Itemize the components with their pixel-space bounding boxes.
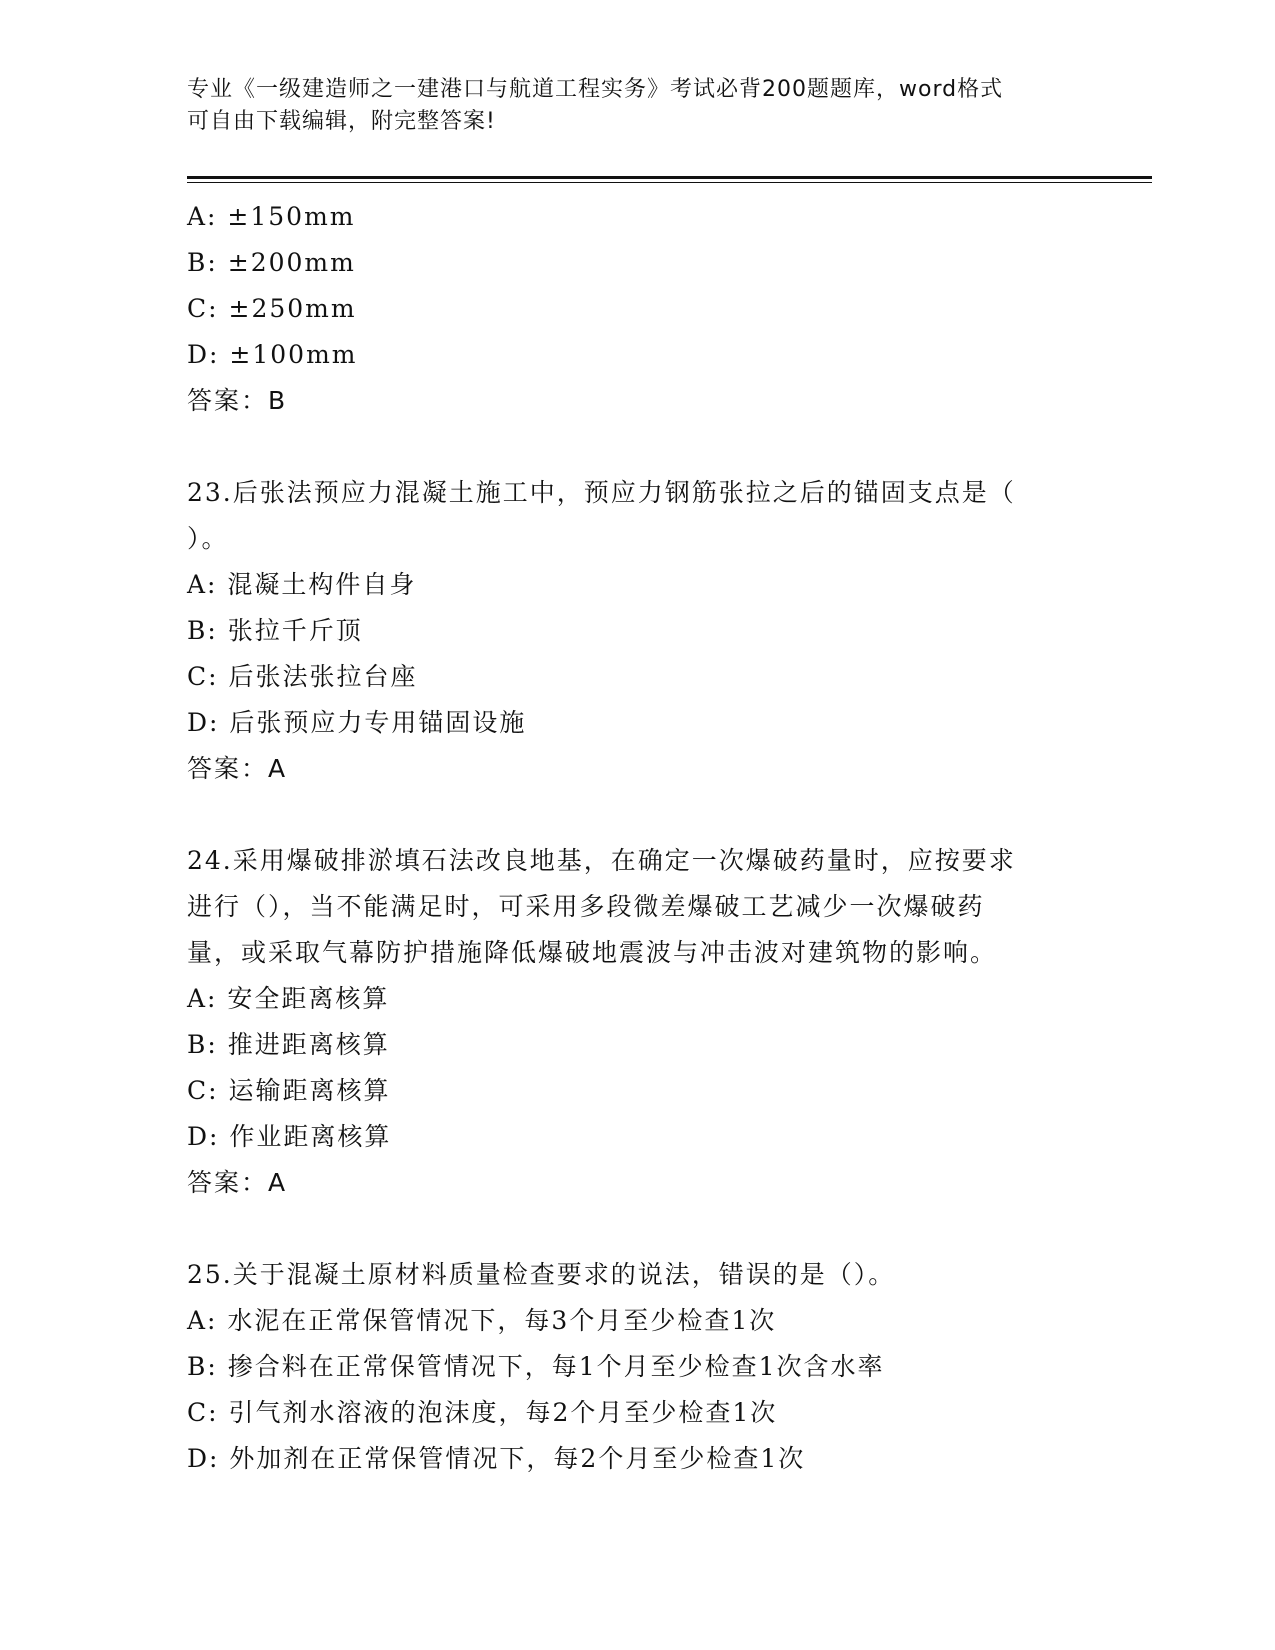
question-stem-line: 23.后张法预应力混凝土施工中，预应力钢筋张拉之后的锚固支点是（ [187, 478, 1016, 507]
answer-line: 答案：B [187, 386, 288, 415]
question-spacer [187, 424, 1087, 470]
option-b: B: ±200mm [187, 248, 356, 277]
question-stem-line: 24.采用爆破排淤填石法改良地基，在确定一次爆破药量时，应按要求 [187, 846, 1016, 875]
question-24 [187, 838, 1087, 1206]
header-title-line-1: 专业《一级建造师之一建港口与航道工程实务》考试必背200题题库，word格式 [187, 77, 1004, 102]
question-spacer [187, 1206, 1087, 1252]
question-stem-line: ）。 [187, 524, 229, 553]
option-a: A: 安全距离核算 [187, 984, 390, 1013]
question-stem-line: 量，或采取气幕防护措施降低爆破地震波与冲击波对建筑物的影响。 [187, 938, 998, 967]
document-header [187, 74, 1087, 138]
option-c: C: ±250mm [187, 294, 357, 323]
question-22-continued [187, 194, 1087, 424]
header-rule-thin [187, 182, 1152, 183]
option-c: C: 运输距离核算 [187, 1076, 391, 1105]
question-stem-line: 25.关于混凝土原材料质量检查要求的说法，错误的是（）。 [187, 1260, 896, 1289]
option-d: D: 作业距离核算 [187, 1122, 392, 1151]
option-a: A: 水泥在正常保管情况下，每3个月至少检查1次 [187, 1306, 777, 1335]
question-23 [187, 470, 1087, 792]
option-c: C: 引气剂水溶液的泡沫度，每2个月至少检查1次 [187, 1398, 778, 1427]
option-d: D: 后张预应力专用锚固设施 [187, 708, 527, 737]
answer-line: 答案：A [187, 1168, 288, 1197]
question-25 [187, 1252, 1087, 1482]
option-a: A: 混凝土构件自身 [187, 570, 417, 599]
question-stem-line: 进行（），当不能满足时，可采用多段微差爆破工艺减少一次爆破药 [187, 892, 985, 921]
option-b: B: 张拉千斤顶 [187, 616, 363, 645]
option-d: D: 外加剂在正常保管情况下，每2个月至少检查1次 [187, 1444, 806, 1473]
option-b: B: 掺合料在正常保管情况下，每1个月至少检查1次含水率 [187, 1352, 885, 1381]
option-c: C: 后张法张拉台座 [187, 662, 418, 691]
header-title-line-2: 可自由下载编辑，附完整答案! [187, 109, 496, 134]
question-spacer [187, 792, 1087, 838]
option-a: A: ±150mm [187, 202, 356, 231]
question-list [187, 194, 1087, 1482]
option-d: D: ±100mm [187, 340, 358, 369]
option-b: B: 推进距离核算 [187, 1030, 390, 1059]
header-rule-thick [187, 176, 1152, 179]
answer-line: 答案：A [187, 754, 288, 783]
